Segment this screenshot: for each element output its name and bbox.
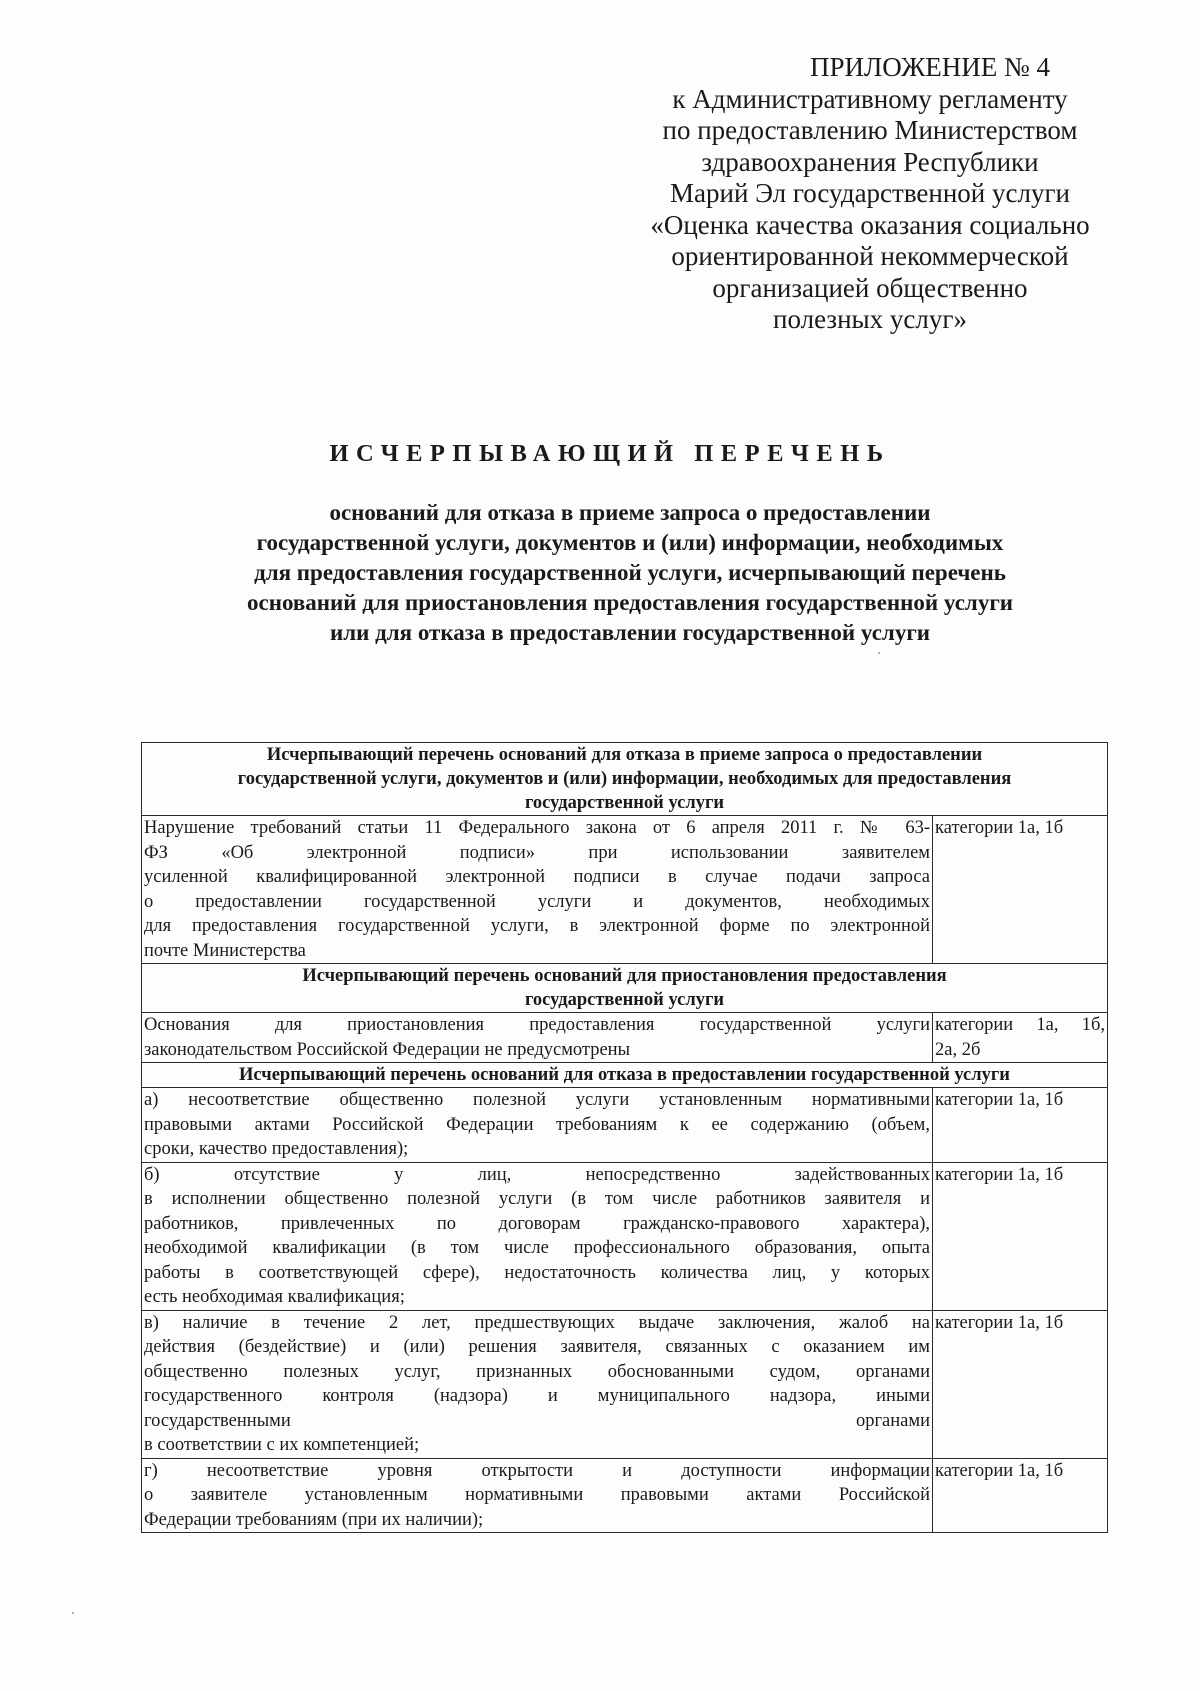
appendix-line: полезных услуг» — [773, 304, 967, 334]
text-line: Основания для приостановления предоставления государственной услуги — [144, 1015, 930, 1035]
text-line: необходимой квалификации (в том числе профессионального образования, опыта — [144, 1238, 930, 1258]
ground-description — [142, 1458, 933, 1533]
text-line: ФЗ «Об электронной подписи» при использовании заявителем — [144, 842, 930, 863]
text-line: работников, привлеченных по договорам гражданско-правового характера), — [144, 1213, 930, 1234]
section-header-refusal-acceptance — [142, 743, 1108, 816]
subtitle-line: или для отказа в предоставлении государственной услуги — [329, 620, 931, 645]
text-line: общественно полезных услуг, признанных обоснованными судом, органами — [144, 1361, 930, 1382]
section-header-row — [142, 964, 1108, 1013]
section-header-row — [142, 1063, 1108, 1088]
text-line: работы в соответствующей сфере), недостаточность количества лиц, у которых — [144, 1262, 930, 1283]
ground-description — [142, 1088, 933, 1163]
text-line: для предоставления государственной услуги, в электронной форме по электронной — [144, 916, 930, 936]
category-line: категории 1а, 1б — [935, 1164, 1064, 1185]
text-line: правовыми актами Российской Федерации требованиям к ее содержанию (объем, — [144, 1114, 930, 1135]
scan-speck — [878, 652, 880, 654]
text-line: в соответствии с их компетенцией; — [144, 1435, 420, 1455]
category-line: категории 1а, 1б — [935, 1312, 1064, 1333]
text-line: есть необходимая квалификация; — [144, 1287, 405, 1307]
appendix-line: здравоохранения Республики — [701, 146, 1039, 177]
text-line: усиленной квалифицированной электронной подписи в случае подачи запроса — [144, 867, 930, 887]
subtitle-line: оснований для отказа в приеме запроса о предоставлении — [329, 500, 931, 525]
applicant-categories — [933, 1013, 1108, 1063]
header-line: Исчерпывающий перечень оснований для отказа в предоставлении государственной услуги — [239, 1065, 1010, 1085]
applicant-categories — [933, 1310, 1108, 1458]
header-line: государственной услуги — [524, 990, 725, 1010]
text-line: Федерации требованиям (при их наличии); — [144, 1509, 484, 1530]
text-line: законодательством Российской Федерации не предусмотрены — [144, 1039, 631, 1060]
ground-description — [142, 816, 933, 964]
header-line: государственной услуги — [524, 793, 725, 813]
table-row — [142, 816, 1108, 964]
ground-description — [142, 1310, 933, 1458]
category-line: 2а, 2б — [935, 1039, 981, 1060]
ground-description — [142, 1013, 933, 1063]
text-line: государственного контроля (надзора) и муниципального надзора, иными — [144, 1386, 930, 1406]
text-line: сроки, качество предоставления); — [144, 1139, 409, 1159]
text-line: Нарушение требований статьи 11 Федерального закона от 6 апреля 2011 г. № 63- — [144, 818, 930, 838]
appendix-line: к Административному регламенту — [672, 83, 1068, 114]
document-subtitle — [190, 498, 1070, 648]
text-line: в исполнении общественно полезной услуги (в том числе работников заявителя и — [144, 1189, 930, 1209]
category-line: категории 1а, 1б, — [935, 1015, 1106, 1035]
scan-speck — [72, 1612, 74, 1614]
text-line: государственными органами — [144, 1410, 930, 1431]
text-line: о заявителе установленным нормативными правовыми актами Российской — [144, 1485, 930, 1505]
table-row — [142, 1013, 1108, 1063]
header-line: Исчерпывающий перечень оснований для отказа в приеме запроса о предоставлении — [266, 745, 983, 765]
applicant-categories — [933, 816, 1108, 964]
appendix-number: ПРИЛОЖЕНИЕ № 4 — [809, 52, 1051, 82]
document-title: ИСЧЕРПЫВАЮЩИЙ ПЕРЕЧЕНЬ — [329, 440, 891, 467]
text-line: почте Министерства — [144, 940, 306, 961]
appendix-line: организацией общественно — [712, 272, 1028, 303]
applicant-categories — [933, 1088, 1108, 1163]
table-row — [142, 1310, 1108, 1458]
table-row — [142, 1088, 1108, 1163]
text-line: в) наличие в течение 2 лет, предшествующих выдаче заключения, жалоб на — [144, 1312, 930, 1333]
ground-description — [142, 1162, 933, 1310]
table-row — [142, 1458, 1108, 1533]
applicant-categories — [933, 1458, 1108, 1533]
section-header-suspension — [142, 964, 1108, 1013]
text-line: а) несоответствие общественно полезной услуги установленным нормативными — [144, 1090, 930, 1110]
text-line: г) несоответствие уровня открытости и доступности информации — [144, 1460, 930, 1481]
appendix-line: Марий Эл государственной услуги — [670, 178, 1070, 208]
applicant-categories — [933, 1162, 1108, 1310]
subtitle-line: для предоставления государственной услуги, исчерпывающий перечень — [254, 560, 1006, 585]
subtitle-line: оснований для приостановления предоставления государственной услуги — [246, 590, 1014, 615]
appendix-line: «Оценка качества оказания социально — [650, 209, 1090, 240]
subtitle-line: государственной услуги, документов и (или) информации, необходимых — [256, 530, 1004, 555]
section-header-refusal-provision — [142, 1063, 1108, 1088]
text-line: о предоставлении государственной услуги и документов, необходимых — [144, 891, 930, 912]
grounds-table — [141, 742, 1108, 1533]
appendix-line: ориентированной некоммерческой — [671, 241, 1069, 271]
table-row — [142, 1162, 1108, 1310]
appendix-heading — [600, 52, 1140, 336]
section-header-row — [142, 743, 1108, 816]
category-line: категории 1а, 1б — [935, 1090, 1064, 1110]
appendix-line: по предоставлению Министерством — [662, 115, 1078, 145]
header-line: государственной услуги, документов и (или) информации, необходимых для предоставления — [237, 769, 1012, 789]
text-line: действия (бездействие) и (или) решения заявителя, связанных с оказанием им — [144, 1337, 930, 1357]
category-line: категории 1а, 1б — [935, 1460, 1064, 1481]
category-line: категории 1а, 1б — [935, 818, 1064, 838]
text-line: б) отсутствие у лиц, непосредственно задействованных — [144, 1164, 930, 1185]
header-line: Исчерпывающий перечень оснований для приостановления предоставления — [302, 966, 947, 986]
